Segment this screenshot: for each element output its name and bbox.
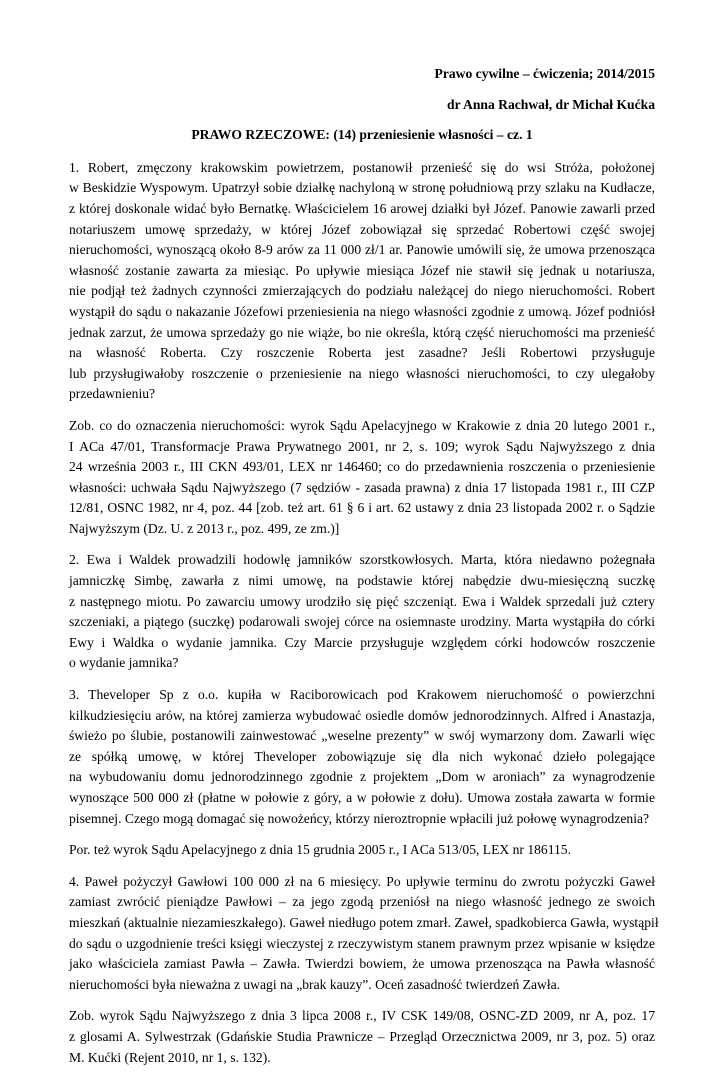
paragraph-line: własność zostanie zawarta za miesiąc. Po upływie miesiąca Józef nie stawił się jednak u notariusza, — [69, 262, 655, 278]
paragraph-line: na wybudowaniu domu jednorodzinnego zgodnie z projektem „Dom w aroniach” za wynagrodzenie — [69, 769, 655, 785]
paragraph-line: Por. też wyrok Sądu Apelacyjnego z dnia 15 grudnia 2005 r., I ACa 513/05, LEX nr 186115. — [69, 842, 572, 858]
paragraph-line: nieruchomości była nieważna z uwagi na „brak kauzy”. Oceń zasadność twierdzeń Zawła. — [69, 976, 561, 992]
paragraph-line: 4. Paweł pożyczył Gawłowi 100 000 zł na 6 miesięcy. Po upływie terminu do zwrotu pożyczki Gaweł — [69, 873, 655, 889]
paragraph-line: mieszkań (aktualnie niezamieszkałego). Gaweł niedługo potem zmarł. Zaweł, spadkobierca Gawła, wystąpił — [69, 914, 659, 930]
paragraph-line: o wydanie jamnika? — [69, 655, 179, 671]
paragraphs-container — [69, 158, 659, 1068]
paragraph-line: Zob. co do oznaczenia nieruchomości: wyrok Sądu Apelacyjnego w Krakowie z dnia 20 lutego 2001 r., — [69, 417, 655, 433]
paragraph-line: do sądu o uzgodnienie treści księgi wieczystej z rzeczywistym stanem prawnym przez wpisanie w księdze — [69, 935, 655, 951]
page-title: PRAWO RZECZOWE: (14) przeniesienie własności – cz. 1 — [191, 127, 533, 143]
paragraph — [69, 685, 655, 829]
paragraph-line: 2. Ewa i Waldek prowadzili hodowlę jamników szorstkowłosych. Marta, która niedawno pożegnała — [69, 552, 655, 568]
paragraph-line: pisemnej. Czego mogą domagać się nowożeńcy, którzy nieroztropnie wpłacili już połowę wynagrodzenia? — [69, 810, 650, 826]
paragraph-line: notariuszem umowę sprzedaży, w której Józef zobowiązał się sprzedać Robertowi część swojej — [69, 221, 655, 237]
paragraph-line: I ACa 47/01, Transformacje Prawa Prywatnego 2001, nr 2, s. 109; wyrok Sądu Najwyższego z dnia — [69, 438, 655, 454]
paragraph-line: Najwyższym (Dz. U. z 2013 r., poz. 499, ze zm.)] — [69, 520, 340, 536]
paragraph — [69, 872, 659, 996]
paragraph — [69, 840, 655, 861]
paragraph-line: jednak zarzut, że umowa sprzedaży go nie wiąże, bo nie określa, którą część nieruchomości ma przenieść — [69, 324, 655, 340]
paragraph — [69, 550, 655, 674]
paragraph-line: wystąpił do sądu o nakazanie Józefowi przeniesienia na niego własności zgodnie z umową. Józef podniósł — [69, 303, 655, 319]
paragraph-line: nie podjął też żadnych czynności zmierzających do podziału należącej do niego nieruchomości. Robert — [69, 283, 655, 299]
paragraph-line: lub przysługiwałoby roszczenie o przeniesienie na niego własności nieruchomości, to czy ulegałoby — [69, 365, 655, 381]
paragraph-line: kilkudziesięciu arów, na której zamierza wybudować osiedle domów jednorodzinnych. Alfred i Anastazja, — [69, 707, 655, 723]
authors-header: dr Anna Rachwał, dr Michał Kućka — [447, 96, 655, 112]
paragraph-line: 24 września 2003 r., III CKN 493/01, LEX nr 146460; co do przedawnienia roszczenia o przeniesienie — [69, 459, 655, 475]
paragraph-line: własności: uchwała Sądu Najwyższego (7 sędziów - zasada prawna) z dnia 17 listopada 1981 r., III CZP — [69, 479, 655, 495]
paragraph-line: przedawnieniu? — [69, 386, 156, 402]
paragraph-line: 1. Robert, zmęczony krakowskim powietrzem, postanowił przenieść się do wsi Stróża, położonej — [69, 159, 655, 175]
paragraph-line: Zob. wyrok Sądu Najwyższego z dnia 3 lipca 2008 r., IV CSK 149/08, OSNC-ZD 2009, nr A, poz. 17 — [69, 1008, 655, 1024]
paragraph-line: szczeniaki, a piątego (suczkę) podarowali swojej córce na osiemnaste urodziny. Marta wystąpiła do córki — [69, 614, 655, 630]
paragraph-line: jako właściciela zamiast Pawła – Zawła. Twierdzi bowiem, że umowa przenosząca na Pawła własność — [69, 956, 655, 972]
paragraph-line: Ewy i Waldka o wydanie jamnika. Czy Marcie przysługuje względem córki hodowców roszczenie — [69, 634, 655, 650]
paragraph-line: na własność Roberta. Czy roszczenie Roberta jest zasadne? Jeśli Robertowi przysługuje — [69, 345, 655, 361]
paragraph-line: świeżo po ślubie, postanowili zainwestować „weselne prezenty” w swój wymarzony dom. Zawarli więc — [69, 728, 655, 744]
paragraph-line: z której doskonale widać było Bernatkę. Właścicielem 16 arowej działki był Józef. Panowie zawarli przed — [69, 200, 655, 216]
paragraph-line: z następnego miotu. Po zawarciu umowy urodziło się pięć szczeniąt. Ewa i Waldek sprzedali już cztery — [69, 593, 655, 609]
paragraph-line: M. Kućki (Rejent 2010, nr 1, s. 132). — [69, 1049, 271, 1065]
document-page — [69, 64, 659, 1079]
paragraph-line: z glosami A. Sylwestrzak (Gdańskie Studia Prawnicze – Przegląd Orzecznictwa 2009, nr 3, poz. 5) oraz — [69, 1028, 655, 1044]
paragraph-line: w Beskidzie Wyspowym. Upatrzył sobie działkę nachyloną w stronę południową przy szlaku na Kudłacze, — [69, 180, 655, 196]
paragraph-line: ze spółką umowę, w której Theveloper zobowiązuje się dla nich wykonać dzieło polegające — [69, 748, 655, 764]
paragraph-line: nieruchomości, wynoszącą około 8-9 arów za 11 000 zł/1 ar. Panowie umówili się, że umowa przenosząca — [69, 242, 655, 258]
paragraph — [69, 416, 655, 540]
paragraph — [69, 1006, 655, 1068]
paragraph-line: 3. Theveloper Sp z o.o. kupiła w Raciborowicach pod Krakowem nieruchomość o powierzchni — [69, 687, 655, 703]
paragraph — [69, 158, 655, 405]
paragraph-line: wynoszące 500 000 zł (płatne w połowie z góry, a w połowie z dołu). Umowa została zawarta w formie — [69, 790, 655, 805]
course-header: Prawo cywilne – ćwiczenia; 2014/2015 — [434, 66, 655, 81]
paragraph-line: 12/81, OSNC 1982, nr 4, poz. 44 [zob. też art. 61 § 6 i art. 62 ustawy z dnia 23 listopada 2002 r. o Sądzie — [69, 500, 655, 516]
paragraph-line: jamniczkę Simbę, zawarła z nimi umowę, na podstawie której nabędzie dwu-miesięczną suczkę — [69, 573, 655, 589]
paragraph-line: zamiast zwrócić pieniądze Pawłowi – za jego zgodą przeniósł na niego własność jednego ze swoich — [69, 894, 655, 910]
